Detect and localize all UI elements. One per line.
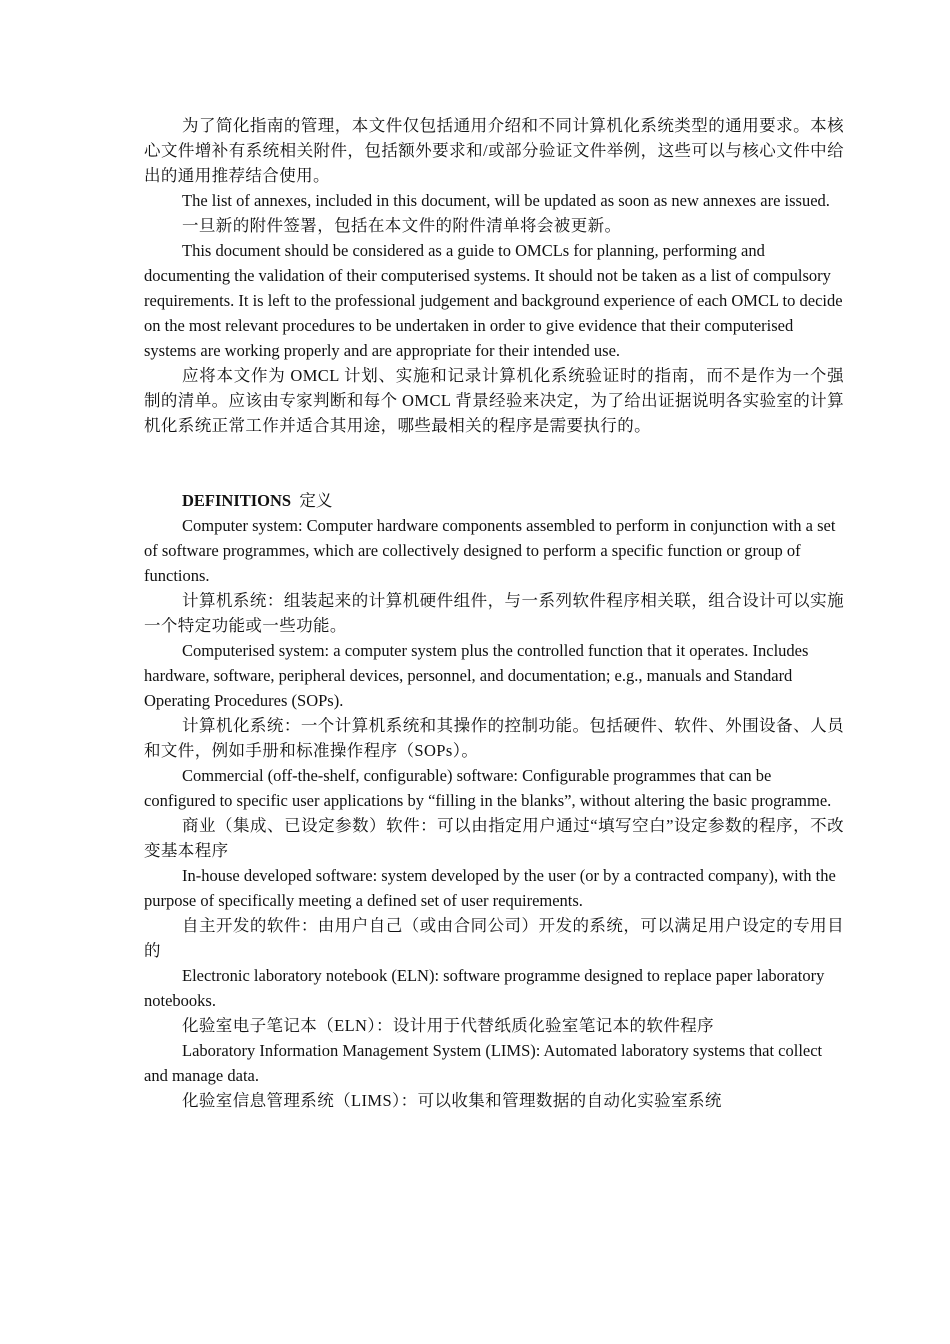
intro-paragraph-1-zh: 为了简化指南的管理，本文件仅包括通用介绍和不同计算机化系统类型的通用要求。本核心文件增补有系统相关附件，包括额外要求和/或部分验证文件举例，这些可以与核心文件中给出的通用推荐结合使用。 bbox=[144, 116, 844, 185]
intro-paragraph-3-zh: 应将本文作为 OMCL 计划、实施和记录计算机化系统验证时的指南，而不是作为一个强制的清单。应该由专家判断和每个 OMCL 背景经验来决定，为了给出证据说明各实验室的计算机化系统正常工作并适合其用途，哪些最相关的程序是需要执行的。 bbox=[144, 366, 844, 435]
definition-in-house-software-zh: 自主开发的软件：由用户自己（或由合同公司）开发的系统，可以满足用户设定的专用目的 bbox=[144, 916, 844, 960]
definitions-heading-en: DEFINITIONS bbox=[182, 491, 292, 510]
intro-paragraph-2-zh: 一旦新的附件签署，包括在本文件的附件清单将会被更新。 bbox=[182, 216, 622, 235]
section-spacer bbox=[144, 438, 844, 488]
intro-paragraph-3-en: This document should be considered as a guide to OMCLs for planning, performing and documenting the validation of their computerised systems. It should not be taken as a list of compulsory requirements. It is left to the professional judgement and background experience of each OMCL to decide on the most relevant procedures to be undertaken in order to give evidence that their computerised systems are working properly and are appropriate for their intended use. bbox=[144, 241, 843, 360]
definition-eln-en: Electronic laboratory notebook (ELN): software programme designed to replace paper laboratory notebooks. bbox=[144, 966, 825, 1010]
intro-paragraph-2-en: The list of annexes, included in this document, will be updated as soon as new annexes are issued. bbox=[182, 191, 830, 210]
definition-computerised-system-en: Computerised system: a computer system plus the controlled function that it operates. Includes hardware, software, peripheral devices, personnel, and documentation; e.g., manuals and Standard Operating Procedures (SOPs). bbox=[144, 641, 809, 710]
definition-commercial-software-en: Commercial (off-the-shelf, configurable) software: Configurable programmes that can be configured to specific user applications by “filling in the blanks”, without altering the basic programme. bbox=[144, 766, 832, 810]
definitions-heading-zh: 定义 bbox=[299, 491, 333, 510]
definition-in-house-software-en: In-house developed software: system developed by the user (or by a contracted company), with the purpose of specifically meeting a defined set of user requirements. bbox=[144, 866, 836, 910]
definition-commercial-software-zh: 商业（集成、已设定参数）软件：可以由指定用户通过“填写空白”设定参数的程序，不改变基本程序 bbox=[144, 816, 844, 860]
definition-computerised-system-zh: 计算机化系统：一个计算机系统和其操作的控制功能。包括硬件、软件、外围设备、人员和文件，例如手册和标准操作程序（SOPs）。 bbox=[144, 716, 844, 760]
definition-computer-system-zh: 计算机系统：组装起来的计算机硬件组件，与一系列软件程序相关联，组合设计可以实施一个特定功能或一些功能。 bbox=[144, 591, 844, 635]
definition-lims-zh: 化验室信息管理系统（LIMS）：可以收集和管理数据的自动化实验室系统 bbox=[182, 1091, 722, 1110]
definition-eln-zh: 化验室电子笔记本（ELN）：设计用于代替纸质化验室笔记本的软件程序 bbox=[182, 1016, 715, 1035]
definition-computer-system-en: Computer system: Computer hardware components assembled to perform in conjunction with a set of software programmes, which are collectively designed to perform a specific function or group of functions. bbox=[144, 516, 836, 585]
document-body bbox=[144, 113, 844, 1113]
definitions-heading bbox=[144, 488, 844, 513]
definition-lims-en: Laboratory Information Management System (LIMS): Automated laboratory systems that collect and manage data. bbox=[144, 1041, 823, 1085]
